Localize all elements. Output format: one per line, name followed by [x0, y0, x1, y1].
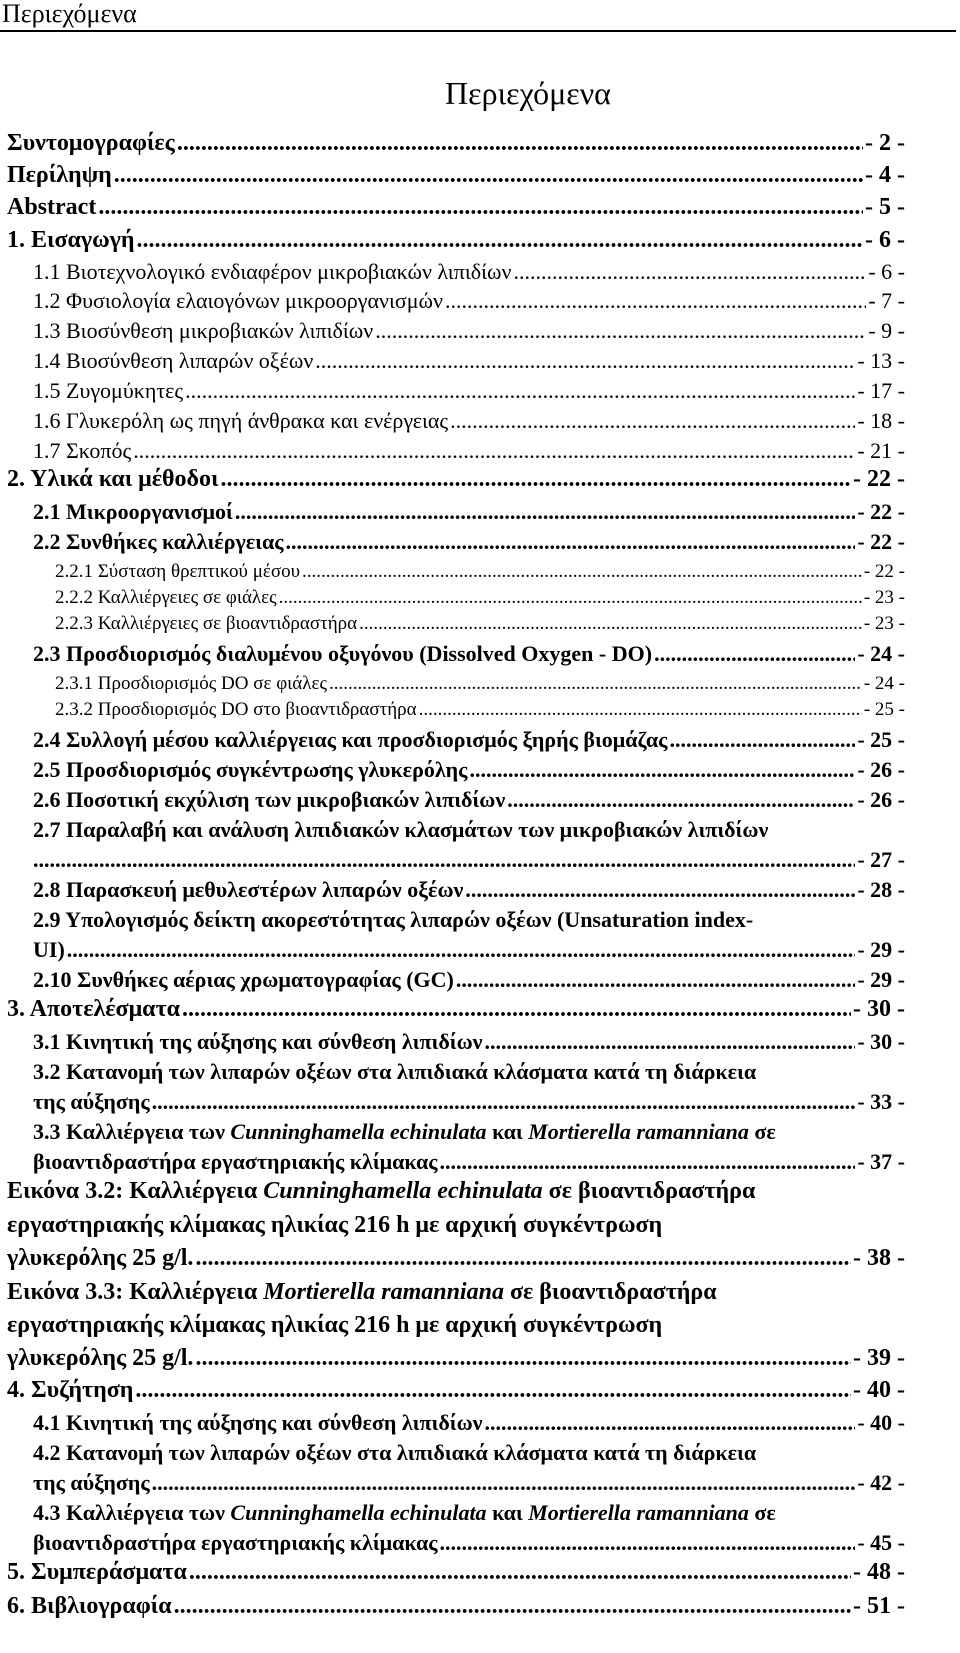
toc-entry-page: - 29 - — [857, 937, 905, 962]
toc-entry-title[interactable]: 4.3 Καλλιέργεια των Cunninghamella echinulata και Mortierella ramanniana σε — [33, 1500, 776, 1525]
toc-figure-title[interactable]: Εικόνα 3.3: Καλλιέργεια Mortierella ramanniana σε βιοαντιδραστήρα — [7, 1279, 717, 1305]
toc-entry[interactable] — [33, 348, 905, 374]
toc-entry[interactable] — [33, 1410, 905, 1436]
toc-entry-title: 1.6 Γλυκερόλη ως πηγή άνθρακα και ενέργειας — [33, 408, 449, 433]
toc-entry-page: - 4 - — [865, 162, 905, 188]
toc-entry-page: - 5 - — [865, 194, 905, 220]
toc-entry-title: Abstract — [7, 194, 97, 220]
toc-entry-page: - 22 - — [863, 561, 905, 582]
toc-entry-page: - 26 - — [857, 787, 905, 812]
toc-entry-page: - 45 - — [857, 1530, 905, 1555]
toc-entry[interactable]: βιοαντιδραστήρα εργαστηριακής κλίμακας ..... - 45 - — [33, 1530, 905, 1556]
toc-entry-page: - 23 - — [863, 613, 905, 634]
toc-entry-page: - 29 - — [857, 967, 905, 992]
toc-entry-page: - 33 - — [857, 1089, 905, 1114]
toc-entry[interactable] — [33, 318, 905, 344]
toc-entry-page: - 24 - — [857, 641, 905, 666]
toc-entry-page: - 42 - — [857, 1470, 905, 1495]
table-of-contents: Συντομογραφίες ..... - 2 - Περίληψη ..... - 4 - Abstract ..... - 5 - 1. Εισαγωγή ..... - 6 - 1.1 Βιοτεχνολογικό ενδιαφέρον μικροβιακών λιπιδίων ..... - 6 - 1.2 Φυσιολογία ελαιογόνων μικροοργανισμών ..... - 7 - 1.3 Βιοσύνθεση μικροβιακών λιπιδίων ..... - 9 - 1.4 Βιοσύνθεση λιπαρών οξέων ..... - 13 - 1.5 Ζυγομύκητες ..... - 17 - 1.6 Γλυκερόλη ως πηγή άνθρακα και ενέργειας ..... - 18 - 1.7 Σκοπός ..... - 21 - 2. Υλικά και μέθοδοι ..... - 22 - 2.1 Μικροοργανισμοί ..... - 22 - 2.2 Συνθήκες καλλιέργειας ..... - 22 - 2.2.1 Σύσταση θρεπτικού μέσου ..... - 22 - 2.2.2 Καλλιέργειες σε φιάλες ..... - 23 - 2.2.3 Καλλιέργειες σε βιοαντιδραστήρα ..... - 23 - 2.3 Προσδιορισμός διαλυμένου οξυγόνου (Dissolved Oxygen - DO) ..... - 24 - 2.3.1 Προσδιορισμός DO σε φιάλες ..... - 24 - 2.3.2 Προσδιορισμός DO στο βιοαντιδραστήρα ..... - 25 - 2.4 Συλλογή μέσου καλλιέργειας και προσδιορισμός ξηρής βιομάζας ..... - 25 - 2.5 Προσδιορισμός συγκέντρωσης γλυκερόλης ..... - 26 - 2.6 Ποσοτική εκχύλιση των μικροβιακών λιπιδίων ..... - 26 - 2.7 Παραλαβή και ανάλυση λιπιδιακών κλασμάτων των μικροβιακών λιπιδίων ..... - 27 - 2.8 Παρασκευή μεθυλεστέρων λιπαρών οξέων ..... - 28 - 2.9 Υπολογισμός δείκτη ακορεστότητας λιπαρών οξέων (Unsaturation index- UI) ..... - 29 - 2.10 Συνθήκες αέριας χρωματογραφίας (GC) ..... - 29 - 3. Αποτελέσματα ..... - 30 - 3.1 Κινητική της αύξησης και σύνθεση λιπιδίων ..... - 30 - 3.2 Κατανομή των λιπαρών οξέων στα λιπιδιακά κλάσματα κατά τη διάρκεια της αύξησης ..... - 33 - 3.3 Καλλιέργεια των Cunninghamella echinulata και Mortierella ramanniana σε βιοαντιδραστήρα εργαστηριακής κλίμακας ..... - 37 - Εικόνα 3.2: Καλλιέργεια Cunninghamella echinulata σε βιοαντιδραστήρα εργαστηριακής κλίμακας ηλικίας 216 h με αρχική συγκέντρωση γλυκερόλης 25 g/l. ..... - 38 - Εικόνα 3.3: Καλλιέργεια Mortierella ramanniana σε βιοαντιδραστήρα εργαστηριακής κλίμακας ηλικίας 216 h με αρχική συγκέντρωση γλυκερόλης 25 g/l. ..... - 39 - 4. Συζήτηση ..... - 40 - 4.1 Κινητική της αύξησης και σύνθεση λιπιδίων ..... - 40 - 4.2 Κατανομή των λιπαρών οξέων στα λιπιδιακά κλάσματα κατά τη διάρκεια της αύξησης ..... - 42 - 4.3 Καλλιέργεια των Cunninghamella echinulata και Mortierella ramanniana σε βιοαντιδραστήρα εργαστηριακής κλίμακας ..... - 45 - 5. Συμπεράσματα ..... - 48 - 6. Βιβλιογραφία ..... - 51 - — [0, 0, 960, 1653]
toc-entry-page: - 38 - — [853, 1245, 905, 1271]
toc-entry-page: - 7 - — [868, 288, 905, 313]
page-title: Περιεχόμενα — [445, 75, 611, 111]
toc-entry-title[interactable]: 2.7 Παραλαβή και ανάλυση λιπιδιακών κλασμάτων των μικροβιακών λιπιδίων — [33, 817, 769, 842]
toc-entry-title: 2.2.3 Καλλιέργειες σε βιοαντιδραστήρα — [55, 613, 358, 634]
running-header-title: Περιεχόμενα — [2, 0, 137, 28]
toc-entry-title: 5. Συμπεράσματα — [7, 1559, 187, 1585]
toc-entry-title[interactable]: 2.9 Υπολογισμός δείκτη ακορεστότητας λιπαρών οξέων (Unsaturation index- — [33, 907, 754, 932]
toc-entry-title: 2.2 Συνθήκες καλλιέργειας — [33, 529, 284, 554]
toc-entry[interactable] — [7, 162, 905, 189]
toc-entry[interactable]: της αύξησης ..... - 33 - — [33, 1089, 905, 1115]
toc-entry-title: 2.2.1 Σύσταση θρεπτικού μέσου — [55, 561, 301, 582]
toc-entry-page: - 40 - — [853, 1377, 905, 1403]
toc-entry-page: - 48 - — [853, 1559, 905, 1585]
toc-entry[interactable] — [7, 1593, 905, 1620]
toc-entry-page: - 39 - — [853, 1345, 905, 1371]
toc-entry-title: 1.3 Βιοσύνθεση μικροβιακών λιπιδίων — [33, 318, 374, 343]
toc-entry-title: 1. Εισαγωγή — [7, 227, 135, 253]
toc-entry[interactable] — [7, 130, 905, 157]
toc-entry-page: - 30 - — [857, 1029, 905, 1054]
toc-entry-title: Περίληψη — [7, 162, 112, 188]
toc-entry-page: - 13 - — [857, 348, 905, 373]
toc-entry[interactable]: βιοαντιδραστήρα εργαστηριακής κλίμακας ..... - 37 - — [33, 1149, 905, 1175]
toc-entry[interactable] — [33, 787, 905, 813]
toc-entry[interactable] — [7, 1377, 905, 1404]
toc-entry-page: - 6 - — [868, 259, 905, 284]
toc-entry-page: - 21 - — [857, 438, 905, 463]
toc-entry-title: 4.1 Κινητική της αύξησης και σύνθεση λιπιδίων — [33, 1410, 483, 1435]
toc-entry-title: 1.2 Φυσιολογία ελαιογόνων μικροοργανισμών — [33, 288, 443, 313]
toc-entry-title: 1.5 Ζυγομύκητες — [33, 378, 184, 403]
toc-entry[interactable] — [7, 1559, 905, 1586]
toc-entry-title: 2.6 Ποσοτική εκχύλιση των μικροβιακών λιπιδίων — [33, 787, 506, 812]
toc-entry-page: - 25 - — [863, 699, 905, 720]
toc-entry-page: - 30 - — [853, 996, 905, 1022]
toc-entry[interactable] — [33, 378, 905, 404]
toc-entry-title[interactable]: 4.2 Κατανομή των λιπαρών οξέων στα λιπιδιακά κλάσματα κατά τη διάρκεια — [33, 1440, 757, 1465]
toc-entry[interactable] — [7, 227, 905, 254]
toc-entry-title: 2. Υλικά και μέθοδοι — [7, 466, 219, 492]
toc-entry[interactable]: UI) ..... - 29 - — [33, 937, 905, 963]
toc-entry[interactable] — [55, 561, 905, 583]
toc-entry[interactable] — [55, 699, 905, 721]
toc-entry-title: 2.10 Συνθήκες αέριας χρωματογραφίας (GC) — [33, 967, 454, 992]
toc-entry[interactable] — [7, 194, 905, 221]
toc-entry-page: - 22 - — [853, 466, 905, 492]
toc-entry[interactable] — [33, 727, 905, 753]
toc-entry[interactable] — [33, 967, 905, 993]
toc-entry-title: Συντομογραφίες — [7, 130, 175, 156]
toc-figure-title[interactable]: Εικόνα 3.2: Καλλιέργεια Cunninghamella echinulata σε βιοαντιδραστήρα — [7, 1178, 756, 1204]
toc-entry[interactable] — [33, 408, 905, 434]
toc-entry-title: 2.3.1 Προσδιορισμός DO σε φιάλες — [55, 673, 327, 694]
toc-entry[interactable] — [33, 259, 905, 285]
toc-entry-page: - 27 - — [857, 847, 905, 872]
toc-entry[interactable]: γλυκερόλης 25 g/l. ..... - 38 - — [7, 1245, 905, 1272]
toc-entry-page: - 37 - — [857, 1149, 905, 1174]
toc-entry-title: 1.7 Σκοπός — [33, 438, 132, 463]
toc-entry-title: 1.4 Βιοσύνθεση λιπαρών οξέων — [33, 348, 314, 373]
toc-entry-title: 2.1 Μικροοργανισμοί — [33, 499, 233, 524]
toc-entry-page: - 22 - — [857, 529, 905, 554]
toc-entry-title[interactable]: 3.3 Καλλιέργεια των Cunninghamella echinulata και Mortierella ramanniana σε — [33, 1119, 776, 1144]
toc-entry[interactable] — [33, 438, 905, 464]
toc-entry[interactable] — [33, 847, 905, 873]
toc-entry-title: 3.1 Κινητική της αύξησης και σύνθεση λιπιδίων — [33, 1029, 483, 1054]
toc-entry-title: 1.1 Βιοτεχνολογικό ενδιαφέρον μικροβιακών λιπιδίων — [33, 259, 512, 284]
toc-entry-page: - 6 - — [865, 227, 905, 253]
toc-entry-page: - 40 - — [857, 1410, 905, 1435]
toc-entry-page: - 2 - — [865, 130, 905, 156]
toc-entry[interactable] — [33, 877, 905, 903]
toc-entry-title: 2.5 Προσδιορισμός συγκέντρωσης γλυκερόλης — [33, 757, 468, 782]
toc-entry-page: - 26 - — [857, 757, 905, 782]
toc-entry[interactable] — [7, 996, 905, 1023]
toc-entry[interactable] — [33, 641, 905, 667]
toc-entry-page: - 51 - — [853, 1593, 905, 1619]
toc-entry-title: 3. Αποτελέσματα — [7, 996, 181, 1022]
toc-entry-page: - 24 - — [863, 673, 905, 694]
toc-entry-page: - 22 - — [857, 499, 905, 524]
toc-entry[interactable] — [55, 587, 905, 609]
toc-entry-page: - 9 - — [868, 318, 905, 343]
toc-entry-title[interactable]: 3.2 Κατανομή των λιπαρών οξέων στα λιπιδιακά κλάσματα κατά τη διάρκεια — [33, 1059, 757, 1084]
toc-entry-title: 2.3 Προσδιορισμός διαλυμένου οξυγόνου (Dissolved Oxygen - DO) — [33, 641, 653, 666]
toc-entry[interactable] — [33, 529, 905, 555]
toc-entry-title: 2.8 Παρασκευή μεθυλεστέρων λιπαρών οξέων — [33, 877, 464, 902]
toc-entry[interactable] — [33, 499, 905, 525]
toc-entry[interactable]: γλυκερόλης 25 g/l. ..... - 39 - — [7, 1345, 905, 1372]
toc-entry-title: 2.4 Συλλογή μέσου καλλιέργειας και προσδιορισμός ξηρής βιομάζας — [33, 727, 668, 752]
toc-entry-title: 6. Βιβλιογραφία — [7, 1593, 172, 1619]
toc-entry[interactable] — [33, 1029, 905, 1055]
toc-entry-page: - 23 - — [863, 587, 905, 608]
toc-entry-title: 2.3.2 Προσδιορισμός DO στο βιοαντιδραστήρα — [55, 699, 417, 720]
toc-entry[interactable] — [55, 613, 905, 635]
toc-entry-title: 4. Συζήτηση — [7, 1377, 134, 1403]
toc-entry-page: - 28 - — [857, 877, 905, 902]
toc-entry[interactable] — [33, 288, 905, 314]
toc-entry[interactable] — [55, 673, 905, 695]
toc-entry-page: - 17 - — [857, 378, 905, 403]
toc-entry[interactable] — [33, 757, 905, 783]
toc-entry[interactable] — [7, 466, 905, 493]
toc-entry-title: 2.2.2 Καλλιέργειες σε φιάλες — [55, 587, 277, 608]
toc-entry[interactable]: της αύξησης ..... - 42 - — [33, 1470, 905, 1496]
toc-entry-page: - 18 - — [857, 408, 905, 433]
toc-entry-page: - 25 - — [857, 727, 905, 752]
